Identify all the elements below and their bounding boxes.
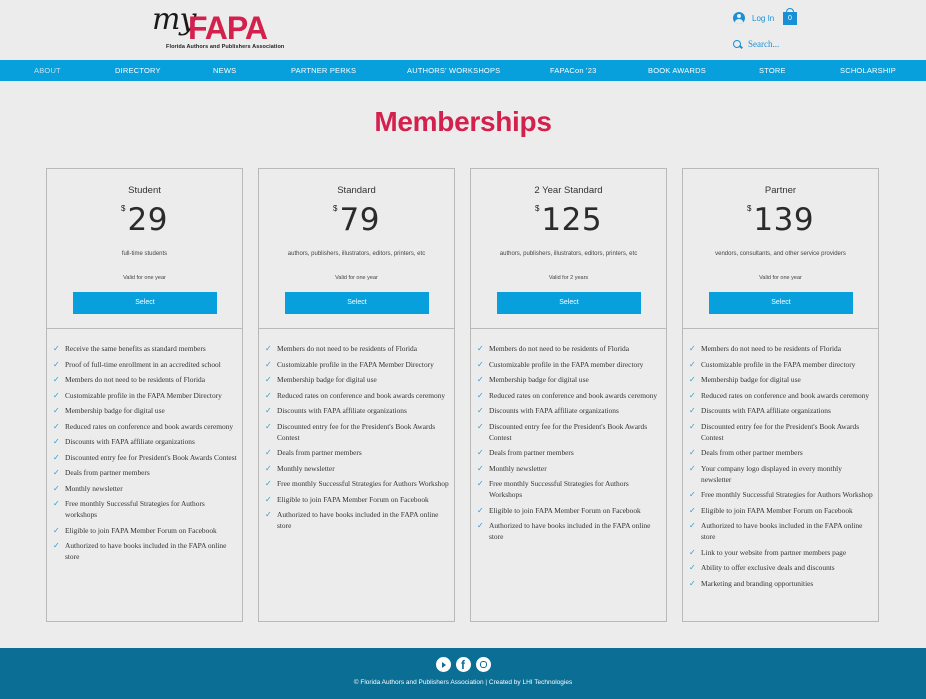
feature-text: Discounts with FAPA affiliate organizations bbox=[701, 406, 831, 415]
feature-text: Authorized to have books included in the FAPA online store bbox=[701, 521, 863, 541]
check-icon: ✓ bbox=[477, 375, 484, 384]
search-bar[interactable] bbox=[733, 39, 779, 49]
feature-item bbox=[689, 374, 874, 385]
feature-item bbox=[477, 520, 662, 542]
feature-item bbox=[53, 540, 238, 562]
check-icon: ✓ bbox=[689, 521, 696, 530]
feature-item bbox=[53, 405, 238, 416]
check-icon: ✓ bbox=[477, 406, 484, 415]
plan-description: authors, publishers, illustrators, editors, printers, etc bbox=[287, 251, 426, 257]
select-button[interactable]: Select bbox=[285, 292, 429, 314]
plan-name: Student bbox=[128, 185, 161, 196]
feature-item bbox=[265, 494, 450, 505]
feature-text: Free monthly Successful Strategies for Authors Workshop bbox=[701, 490, 873, 499]
check-icon: ✓ bbox=[265, 375, 272, 384]
feature-item bbox=[689, 421, 874, 443]
feature-item bbox=[265, 390, 450, 401]
feature-text: Link to your website from partner members page bbox=[701, 547, 847, 557]
feature-text: Free monthly Successful Strategies for Authors workshops bbox=[65, 499, 205, 519]
feature-text: Authorized to have books included in the FAPA online store bbox=[65, 541, 227, 561]
feature-text: Discounted entry fee for the President's Book Awards Contest bbox=[701, 421, 860, 442]
feature-text: Proof of full-time enrollment in an accredited school bbox=[65, 359, 221, 369]
check-icon: ✓ bbox=[53, 359, 60, 369]
feature-item bbox=[689, 359, 874, 370]
check-icon: ✓ bbox=[265, 448, 272, 457]
feature-item bbox=[265, 478, 450, 489]
feature-item bbox=[477, 421, 662, 443]
feature-item bbox=[53, 421, 238, 432]
logo-subtitle: Florida Authors and Publishers Association bbox=[166, 44, 285, 50]
feature-text: Ability to offer exclusive deals and discounts bbox=[701, 563, 835, 572]
feature-item bbox=[53, 452, 238, 463]
youtube-icon[interactable] bbox=[436, 657, 451, 672]
feature-item bbox=[689, 547, 874, 558]
check-icon: ✓ bbox=[53, 421, 60, 431]
feature-item bbox=[265, 343, 450, 354]
feature-text: Customizable profile in the FAPA member directory bbox=[489, 359, 644, 369]
check-icon: ✓ bbox=[477, 448, 484, 457]
check-icon: ✓ bbox=[689, 547, 696, 557]
select-button[interactable]: Select bbox=[497, 292, 641, 314]
plan-header bbox=[471, 169, 666, 329]
feature-text: Discounts with FAPA affiliate organizations bbox=[277, 406, 407, 415]
feature-text: Members do not need to be residents of Florida bbox=[701, 344, 841, 353]
user-icon bbox=[733, 12, 745, 24]
currency-symbol: $ bbox=[333, 204, 338, 213]
check-icon: ✓ bbox=[689, 390, 696, 400]
feature-text: Discounts with FAPA affiliate organizations bbox=[489, 406, 619, 415]
currency-symbol: $ bbox=[121, 204, 126, 213]
feature-text: Members do not need to be residents of Florida bbox=[489, 344, 629, 353]
feature-text: Deals from other partner members bbox=[701, 448, 803, 457]
nav-item-directory[interactable]: DIRECTORY bbox=[115, 66, 161, 75]
feature-item bbox=[689, 463, 874, 485]
plan-description: full-time students bbox=[121, 251, 168, 257]
feature-item bbox=[689, 343, 874, 354]
check-icon: ✓ bbox=[265, 344, 272, 353]
login-label: Log In bbox=[752, 13, 775, 23]
check-icon: ✓ bbox=[477, 421, 484, 431]
feature-item bbox=[53, 374, 238, 385]
plan-validity: Valid for one year bbox=[123, 275, 166, 281]
check-icon: ✓ bbox=[265, 390, 272, 400]
facebook-icon[interactable] bbox=[456, 657, 471, 672]
plan-validity: Valid for 2 years bbox=[548, 275, 589, 281]
feature-text: Eligible to join FAPA Member Forum on Facebook bbox=[277, 494, 429, 504]
main-nav bbox=[0, 60, 926, 81]
plan-validity: Valid for one year bbox=[759, 275, 802, 281]
feature-text: Deals from partner members bbox=[65, 468, 150, 477]
feature-item bbox=[689, 405, 874, 416]
feature-text: Eligible to join FAPA Member Forum on Facebook bbox=[65, 525, 217, 535]
feature-item bbox=[53, 467, 238, 478]
feature-item bbox=[477, 505, 662, 516]
feature-item bbox=[689, 562, 874, 573]
check-icon: ✓ bbox=[265, 421, 272, 431]
logo-fapa: FAPA bbox=[188, 10, 267, 46]
site-header bbox=[0, 0, 926, 60]
feature-text: Membership badge for digital use bbox=[489, 375, 589, 384]
feature-text: Eligible to join FAPA Member Forum on Facebook bbox=[489, 505, 641, 515]
feature-item bbox=[689, 505, 874, 516]
feature-text: Customizable profile in the FAPA member directory bbox=[701, 359, 856, 369]
check-icon: ✓ bbox=[477, 359, 484, 369]
feature-item bbox=[53, 343, 238, 354]
check-icon: ✓ bbox=[265, 510, 272, 519]
feature-text: Eligible to join FAPA Member Forum on Facebook bbox=[701, 505, 853, 515]
price-amount: 79 bbox=[339, 202, 380, 238]
currency-symbol: $ bbox=[746, 204, 752, 213]
feature-text: Members do not need to be residents of Florida bbox=[277, 344, 417, 353]
check-icon: ✓ bbox=[265, 406, 272, 415]
plan-price bbox=[47, 203, 242, 237]
social-links bbox=[436, 657, 491, 672]
check-icon: ✓ bbox=[53, 499, 60, 508]
check-icon: ✓ bbox=[53, 452, 60, 462]
page-title: Memberships bbox=[374, 106, 552, 137]
feature-item bbox=[477, 390, 662, 401]
nav-item-fapacon[interactable]: FAPACon '23 bbox=[550, 66, 597, 75]
check-icon: ✓ bbox=[53, 344, 60, 353]
check-icon: ✓ bbox=[53, 437, 60, 446]
check-icon: ✓ bbox=[53, 525, 60, 535]
instagram-icon[interactable] bbox=[476, 657, 491, 672]
plan-header bbox=[259, 169, 454, 329]
feature-text: Reduced rates on conference and book awards ceremony bbox=[277, 390, 446, 400]
check-icon: ✓ bbox=[689, 463, 696, 473]
nav-item-about[interactable]: ABOUT bbox=[34, 66, 61, 75]
nav-item-authors-workshops[interactable]: AUTHORS' WORKSHOPS bbox=[407, 66, 501, 75]
feature-text: Monthly newsletter bbox=[277, 463, 335, 473]
nav-item-store[interactable]: STORE bbox=[759, 66, 786, 75]
check-icon: ✓ bbox=[53, 375, 60, 384]
plan-header bbox=[683, 169, 878, 329]
feature-item bbox=[265, 509, 450, 531]
feature-list bbox=[259, 329, 454, 531]
feature-item bbox=[265, 405, 450, 416]
feature-item bbox=[53, 498, 238, 520]
price-amount: 29 bbox=[127, 202, 168, 238]
plan-price bbox=[259, 203, 454, 237]
check-icon: ✓ bbox=[689, 578, 696, 588]
search-input[interactable]: Search... bbox=[748, 39, 780, 49]
plan-name: 2 Year Standard bbox=[534, 185, 603, 196]
feature-item bbox=[53, 436, 238, 447]
feature-item bbox=[265, 447, 450, 458]
feature-text: Discounts with FAPA affiliate organizations bbox=[65, 437, 195, 446]
check-icon: ✓ bbox=[689, 344, 696, 353]
feature-text: Discounted entry fee for the President's Book Awards Contest bbox=[277, 421, 436, 442]
feature-item bbox=[477, 447, 662, 458]
check-icon: ✓ bbox=[689, 490, 696, 499]
check-icon: ✓ bbox=[265, 359, 272, 369]
feature-text: Your company logo displayed in every monthly newsletter bbox=[701, 463, 842, 484]
feature-item bbox=[53, 483, 238, 494]
site-footer bbox=[0, 648, 926, 699]
check-icon: ✓ bbox=[477, 344, 484, 353]
feature-item bbox=[689, 489, 874, 500]
feature-text: Membership badge for digital use bbox=[701, 375, 801, 384]
feature-list bbox=[471, 329, 666, 542]
nav-item-partner-perks[interactable]: PARTNER PERKS bbox=[291, 66, 357, 75]
check-icon: ✓ bbox=[689, 375, 696, 384]
nav-item-news[interactable]: NEWS bbox=[213, 66, 237, 75]
check-icon: ✓ bbox=[477, 463, 484, 473]
feature-list bbox=[683, 329, 878, 589]
feature-item bbox=[265, 421, 450, 443]
check-icon: ✓ bbox=[477, 521, 484, 530]
plan-validity: Valid for one year bbox=[335, 275, 378, 281]
feature-item bbox=[477, 463, 662, 474]
feature-text: Monthly newsletter bbox=[65, 483, 123, 493]
cart-button[interactable] bbox=[783, 8, 797, 26]
currency-symbol: $ bbox=[534, 204, 540, 213]
plan-price bbox=[683, 203, 878, 237]
check-icon: ✓ bbox=[53, 390, 60, 400]
check-icon: ✓ bbox=[265, 494, 272, 504]
feature-item bbox=[477, 374, 662, 385]
nav-item-book-awards[interactable]: BOOK AWARDS bbox=[648, 66, 706, 75]
feature-text: Receive the same benefits as standard members bbox=[65, 344, 206, 353]
feature-item bbox=[477, 405, 662, 416]
check-icon: ✓ bbox=[477, 479, 484, 488]
feature-item bbox=[477, 478, 662, 500]
feature-item bbox=[689, 520, 874, 542]
feature-text: Reduced rates on conference and book awards ceremony bbox=[701, 390, 870, 400]
plan-card-2-year-standard bbox=[470, 168, 667, 622]
feature-text: Deals from partner members bbox=[277, 448, 362, 457]
feature-text: Discounted entry fee for President's Book Awards Contest bbox=[65, 452, 237, 462]
plan-card-student bbox=[46, 168, 243, 622]
check-icon: ✓ bbox=[265, 479, 272, 488]
feature-item bbox=[689, 578, 874, 589]
feature-text: Deals from partner members bbox=[489, 448, 574, 457]
feature-text: Customizable profile in the FAPA Member Directory bbox=[65, 390, 222, 400]
feature-item bbox=[689, 447, 874, 458]
login-button[interactable] bbox=[733, 12, 774, 24]
feature-text: Monthly newsletter bbox=[489, 463, 547, 473]
feature-item bbox=[265, 359, 450, 370]
feature-item bbox=[265, 463, 450, 474]
feature-text: Authorized to have books included in the FAPA online store bbox=[489, 521, 651, 541]
feature-text: Discounted entry fee for the President's Book Awards Contest bbox=[489, 421, 648, 442]
plan-price bbox=[471, 203, 666, 237]
plan-card-partner bbox=[682, 168, 879, 622]
check-icon: ✓ bbox=[477, 505, 484, 515]
select-button[interactable]: Select bbox=[709, 292, 853, 314]
feature-text: Members do not need to be residents of Florida bbox=[65, 375, 205, 384]
search-icon bbox=[733, 40, 742, 49]
logo-my: my bbox=[152, 2, 196, 37]
copyright-text: © Florida Authors and Publishers Association | Created by LHI Technologies bbox=[353, 679, 573, 686]
feature-item bbox=[477, 359, 662, 370]
check-icon: ✓ bbox=[689, 448, 696, 457]
check-icon: ✓ bbox=[689, 406, 696, 415]
feature-text: Reduced rates on conference and book awards ceremony bbox=[65, 421, 234, 431]
check-icon: ✓ bbox=[265, 463, 272, 473]
cart-count: 0 bbox=[783, 12, 797, 25]
check-icon: ✓ bbox=[689, 359, 696, 369]
feature-text: Free monthly Successful Strategies for Authors Workshops bbox=[489, 479, 629, 499]
check-icon: ✓ bbox=[53, 468, 60, 477]
check-icon: ✓ bbox=[689, 563, 696, 572]
plan-description: authors, publishers, illustrators, editors, printers, etc bbox=[499, 251, 638, 257]
plan-name: Partner bbox=[764, 185, 797, 196]
feature-text: Membership badge for digital use bbox=[277, 375, 377, 384]
check-icon: ✓ bbox=[689, 505, 696, 515]
feature-text: Membership badge for digital use bbox=[65, 406, 165, 415]
feature-text: Marketing and branding opportunities bbox=[701, 578, 814, 588]
check-icon: ✓ bbox=[53, 406, 60, 415]
select-button[interactable]: Select bbox=[73, 292, 217, 314]
feature-item bbox=[477, 343, 662, 354]
feature-text: Customizable profile in the FAPA Member Directory bbox=[277, 359, 434, 369]
check-icon: ✓ bbox=[477, 390, 484, 400]
feature-item bbox=[265, 374, 450, 385]
check-icon: ✓ bbox=[53, 541, 60, 550]
price-amount: 139 bbox=[753, 202, 815, 238]
price-amount: 125 bbox=[541, 202, 603, 238]
feature-list bbox=[47, 329, 242, 562]
feature-text: Free monthly Successful Strategies for Authors Workshop bbox=[277, 479, 449, 488]
check-icon: ✓ bbox=[689, 421, 696, 431]
feature-item bbox=[53, 359, 238, 370]
plan-name: Standard bbox=[337, 185, 376, 196]
feature-item bbox=[689, 390, 874, 401]
myfapa-logo[interactable] bbox=[152, 2, 285, 52]
plan-card-standard bbox=[258, 168, 455, 622]
check-icon: ✓ bbox=[53, 483, 60, 493]
feature-item bbox=[53, 390, 238, 401]
plan-header bbox=[47, 169, 242, 329]
plan-description: vendors, consultants, and other service providers bbox=[715, 251, 846, 257]
feature-text: Authorized to have books included in the FAPA online store bbox=[277, 510, 439, 530]
feature-item bbox=[53, 525, 238, 536]
nav-item-scholarship[interactable]: SCHOLARSHIP bbox=[840, 66, 896, 75]
feature-text: Reduced rates on conference and book awards ceremony bbox=[489, 390, 658, 400]
